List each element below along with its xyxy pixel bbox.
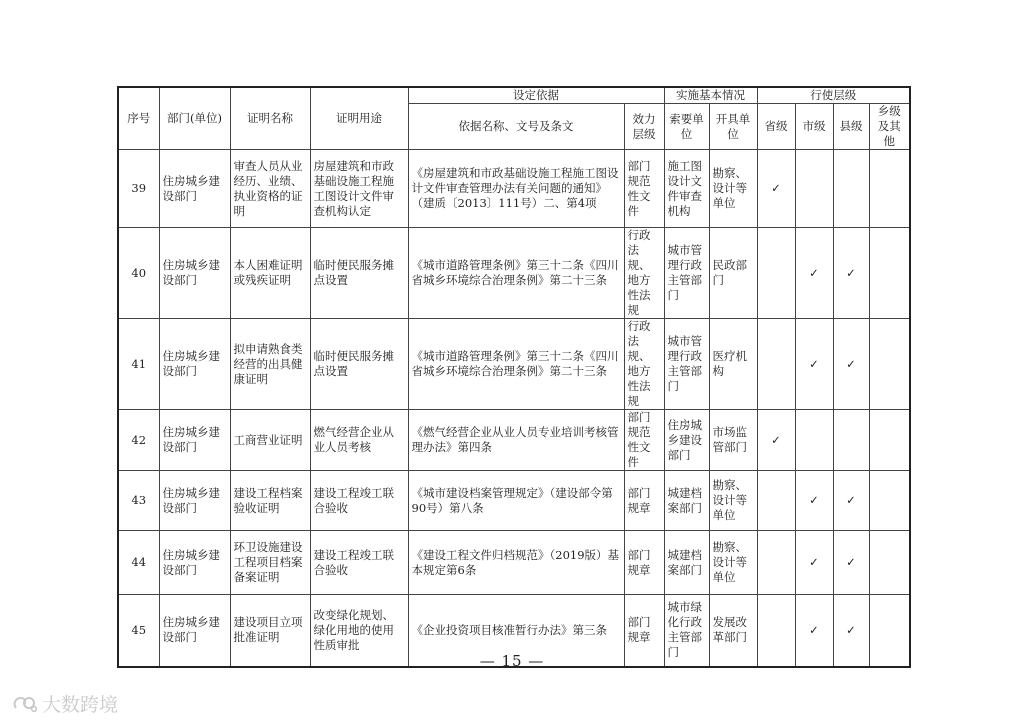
row-cert-name: 建设项目立项批准证明 xyxy=(230,595,310,667)
row-basis-level: 部门规范性文件 xyxy=(624,150,664,228)
level-township-cell xyxy=(869,531,910,595)
row-issuing-unit: 民政部门 xyxy=(709,228,757,319)
row-basis-level: 行政法规、地方性法规 xyxy=(624,319,664,410)
row-basis-name: 《企业投资项目核准暂行办法》第三条 xyxy=(408,595,624,667)
level-county-cell xyxy=(833,531,869,595)
row-cert-use: 燃气经营企业从业人员考核 xyxy=(310,410,408,471)
level-city-cell xyxy=(795,531,833,595)
check-mark-icon: ✓ xyxy=(846,493,856,507)
row-dept: 住房城乡建设部门 xyxy=(159,410,230,471)
row-dept: 住房城乡建设部门 xyxy=(159,531,230,595)
level-township-cell xyxy=(869,410,910,471)
row-seq: 44 xyxy=(118,531,159,595)
row-cert-name: 拟申请熟食类经营的出具健康证明 xyxy=(230,319,310,410)
check-mark-icon: ✓ xyxy=(846,265,856,280)
level-provincial-cell xyxy=(757,471,795,531)
row-issuing-unit: 勘察、设计等单位 xyxy=(709,531,757,595)
page-number: — 15 — xyxy=(479,652,545,670)
row-issuing-unit: 勘察、设计等单位 xyxy=(709,150,757,228)
header-cert-use: 证明用途 xyxy=(310,87,408,150)
header-issuing-unit: 开具单位 xyxy=(709,104,757,150)
row-basis-level: 行政法规、地方性法规 xyxy=(624,228,664,319)
level-provincial-cell xyxy=(757,410,795,471)
row-basis-name: 《建设工程文件归档规范》（2019版）基本规定第6条 xyxy=(408,531,624,595)
row-cert-name: 工商营业证明 xyxy=(230,410,310,471)
row-requesting-unit: 城建档案部门 xyxy=(664,531,709,595)
row-seq: 45 xyxy=(118,595,159,667)
level-county-cell xyxy=(833,471,869,531)
row-cert-name: 审查人员从业经历、业绩、执业资格的证明 xyxy=(230,150,310,228)
check-mark-icon: ✓ xyxy=(809,356,819,371)
table-row xyxy=(118,150,910,228)
level-city-cell xyxy=(795,228,833,319)
check-mark-icon: ✓ xyxy=(771,181,781,195)
watermark-text: 大数跨境 xyxy=(42,694,119,716)
table-row xyxy=(118,319,910,410)
header-impl-group: 实施基本情况 xyxy=(664,87,757,104)
level-township-cell xyxy=(869,228,910,319)
row-requesting-unit: 城市绿化行政主管部门 xyxy=(664,595,709,667)
row-seq: 42 xyxy=(118,410,159,471)
row-basis-level: 部门规章 xyxy=(624,471,664,531)
row-basis-name: 《城市道路管理条例》第三十二条《四川省城乡环境综合治理条例》第二十三条 xyxy=(408,319,624,410)
level-county-cell xyxy=(833,410,869,471)
header-cert-name: 证明名称 xyxy=(230,87,310,150)
level-city-cell xyxy=(795,410,833,471)
row-basis-name: 《燃气经营企业从业人员专业培训考核管理办法》第四条 xyxy=(408,410,624,471)
row-issuing-unit: 勘察、设计等单位 xyxy=(709,471,757,531)
header-city: 市级 xyxy=(795,104,833,150)
check-mark-icon: ✓ xyxy=(846,622,856,637)
row-cert-name: 环卫设施建设工程项目档案备案证明 xyxy=(230,531,310,595)
table-row xyxy=(118,471,910,531)
row-dept: 住房城乡建设部门 xyxy=(159,595,230,667)
check-mark-icon: ✓ xyxy=(809,493,819,507)
row-requesting-unit: 城市管理行政主管部门 xyxy=(664,228,709,319)
header-dept: 部门(单位) xyxy=(159,87,230,150)
row-requesting-unit: 施工图设计文件审查机构 xyxy=(664,150,709,228)
header-basis-level: 效力层级 xyxy=(624,104,664,150)
header-basis-group: 设定依据 xyxy=(408,87,664,104)
header-county: 县级 xyxy=(833,104,869,150)
level-city-cell xyxy=(795,471,833,531)
row-issuing-unit: 市场监管部门 xyxy=(709,410,757,471)
header-level-group: 行使层级 xyxy=(757,87,910,104)
level-city-cell xyxy=(795,319,833,410)
level-provincial-cell xyxy=(757,319,795,410)
check-mark-icon: ✓ xyxy=(809,265,819,280)
level-provincial-cell xyxy=(757,228,795,319)
header-seq: 序号 xyxy=(118,87,159,150)
row-cert-use: 建设工程竣工联合验收 xyxy=(310,531,408,595)
header-basis-name: 依据名称、文号及条文 xyxy=(408,104,624,150)
level-township-cell xyxy=(869,150,910,228)
row-seq: 40 xyxy=(118,228,159,319)
table-row xyxy=(118,410,910,471)
header-requesting-unit: 索要单位 xyxy=(664,104,709,150)
row-cert-name: 建设工程档案验收证明 xyxy=(230,471,310,531)
check-mark-icon: ✓ xyxy=(809,622,819,637)
table-row xyxy=(118,531,910,595)
row-cert-name: 本人困难证明或残疾证明 xyxy=(230,228,310,319)
row-dept: 住房城乡建设部门 xyxy=(159,471,230,531)
watermark-logo-icon xyxy=(12,694,38,714)
level-county-cell xyxy=(833,319,869,410)
level-township-cell xyxy=(869,319,910,410)
row-issuing-unit: 发展改革部门 xyxy=(709,595,757,667)
header-provincial: 省级 xyxy=(757,104,795,150)
table-row xyxy=(118,228,910,319)
row-dept: 住房城乡建设部门 xyxy=(159,150,230,228)
row-cert-use: 建设工程竣工联合验收 xyxy=(310,471,408,531)
level-county-cell xyxy=(833,150,869,228)
level-township-cell xyxy=(869,471,910,531)
watermark xyxy=(12,690,118,717)
level-provincial-cell xyxy=(757,531,795,595)
row-basis-level: 部门规范性文件 xyxy=(624,410,664,471)
row-cert-use: 临时便民服务摊点设置 xyxy=(310,319,408,410)
row-cert-use: 临时便民服务摊点设置 xyxy=(310,228,408,319)
check-mark-icon: ✓ xyxy=(809,555,819,569)
row-requesting-unit: 城市管理行政主管部门 xyxy=(664,319,709,410)
check-mark-icon: ✓ xyxy=(846,356,856,371)
certificate-table xyxy=(117,86,911,668)
header-township: 乡级及其他 xyxy=(869,104,910,150)
row-seq: 39 xyxy=(118,150,159,228)
row-requesting-unit: 城建档案部门 xyxy=(664,471,709,531)
row-issuing-unit: 医疗机构 xyxy=(709,319,757,410)
row-requesting-unit: 住房城乡建设部门 xyxy=(664,410,709,471)
check-mark-icon: ✓ xyxy=(771,432,781,447)
level-county-cell xyxy=(833,228,869,319)
row-basis-name: 《城市建设档案管理规定》（建设部令第90号）第八条 xyxy=(408,471,624,531)
row-cert-use: 房屋建筑和市政基础设施工程施工图设计文件审查机构认定 xyxy=(310,150,408,228)
row-cert-use: 改变绿化规划、绿化用地的使用性质审批 xyxy=(310,595,408,667)
row-seq: 41 xyxy=(118,319,159,410)
row-basis-level: 部门规章 xyxy=(624,531,664,595)
check-mark-icon: ✓ xyxy=(846,555,856,569)
level-city-cell xyxy=(795,150,833,228)
row-dept: 住房城乡建设部门 xyxy=(159,319,230,410)
row-seq: 43 xyxy=(118,471,159,531)
level-provincial-cell xyxy=(757,150,795,228)
row-dept: 住房城乡建设部门 xyxy=(159,228,230,319)
row-basis-level: 部门规章 xyxy=(624,595,664,667)
row-basis-name: 《房屋建筑和市政基础设施工程施工图设计文件审查管理办法有关问题的通知》（建质〔2013〕111号）二、第4项 xyxy=(408,150,624,228)
row-basis-name: 《城市道路管理条例》第三十二条《四川省城乡环境综合治理条例》第二十三条 xyxy=(408,228,624,319)
